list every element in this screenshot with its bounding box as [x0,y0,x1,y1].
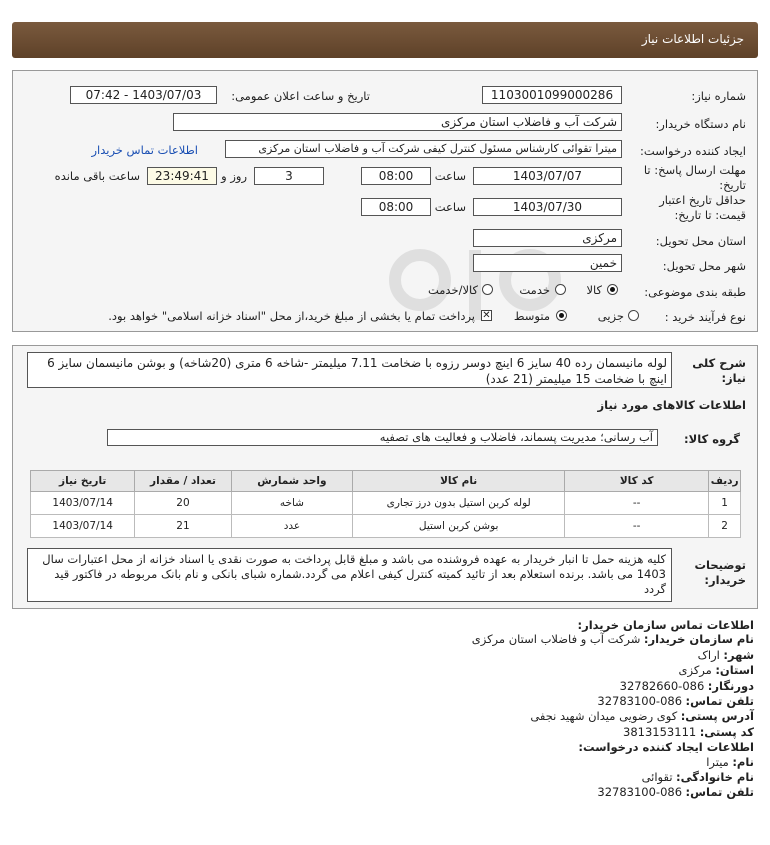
buyer-org-field[interactable]: شرکت آب و فاضلاب استان مرکزی [173,113,622,131]
creator-field[interactable]: میترا تقوائی کارشناس مسئول کنترل کیفی شرکت آب و فاضلاب استان مرکزی [225,140,622,158]
col-date-header: تاریخ نیاز [31,471,135,492]
goods-group-label: گروه کالا: [684,432,740,446]
category-goods-radio[interactable] [607,284,618,295]
col-unit-header: واحد شمارش [231,471,353,492]
col-qty-header: تعداد / مقدار [135,471,231,492]
process-medium-radio[interactable] [556,310,567,321]
cell-date: 1403/07/14 [31,515,135,538]
category-goods-label: کالا [586,283,602,297]
contact-line: استان: مرکزی [678,663,754,678]
goods-table-header [31,471,741,492]
deadline-time-field[interactable]: 08:00 [361,167,431,185]
announce-label: تاریخ و ساعت اعلان عمومی: [231,89,370,103]
deadline-label: مهلت ارسال پاسخ: تا تاریخ: [643,163,746,192]
contact-line: شهر: اراک [697,647,754,662]
notes-text: کلیه هزینه حمل تا انبار خریدار به عهده فروشنده می باشد و مبلغ قابل پرداخت به صورت نقدی یا اسناد خزانه از محل اعتبارات سال 1403 می باشد. برنده استعلام بعد از تائید کمیته کنترل کیفی اعلام می گردد.شماره شبای بانکی و نام بانک مربوطه در فاکتور قید گردد [27,548,672,602]
treasury-note: پرداخت تمام یا بخشی از مبلغ خرید،از محل "اسناد خزانه اسلامی" خواهد بود. [108,309,475,323]
city-field[interactable]: خمین [473,254,622,272]
contact-line: نام سازمان خریدار: شرکت آب و فاضلاب استان مرکزی [471,632,754,647]
table-row[interactable] [31,515,741,538]
cell-code: -- [565,492,709,515]
cell-name: بوشن کربن استیل [353,515,565,538]
deadline-date-field[interactable]: 1403/07/07 [473,167,622,185]
need-number-label: شماره نیاز: [691,89,746,103]
category-service-radio[interactable] [555,284,566,295]
need-number-field[interactable]: 1103001099000286 [482,86,622,104]
category-both-radio[interactable] [482,284,493,295]
summary-text: لوله مانیسمان رده 40 سایز 6 اینچ دوسر رزوه با ضخامت 7.11 میلیمتر -شاخه 6 متری (20شاخه) و بوشن مانیسمان سایز 6 اینچ با ضخامت 15 میلیمتر (21 عدد) [27,352,672,388]
table-row[interactable] [31,492,741,515]
col-code-header: کد کالا [565,471,709,492]
contact-line: آدرس پستی: کوی رضویی میدان شهید نجفی [530,709,754,724]
contact-line: نام: میترا [706,754,754,769]
category-service-label: خدمت [519,283,550,297]
contact-line: دورنگار: 086-32782660 [619,678,754,693]
contact-title: اطلاعات تماس سازمان خریدار: [577,618,754,632]
days-field[interactable]: 3 [254,167,324,185]
cell-qty: 20 [135,492,231,515]
validity-label: حداقل تاریخ اعتبار قیمت: تا تاریخ: [659,193,746,222]
contact-line: تلفن تماس: 086-32783100 [597,785,754,800]
category-both-label: کالا/خدمت [427,283,478,297]
goods-table [30,470,741,538]
validity-date-field[interactable]: 1403/07/30 [473,198,622,216]
buyer-org-label: نام دستگاه خریدار: [655,117,746,131]
validity-time-label: ساعت [434,200,466,214]
buyer-contact-link[interactable]: اطلاعات تماس خریدار [91,143,198,157]
cell-name: لوله کربن استیل بدون درز تجاری [353,492,565,515]
contact-info [14,618,754,801]
creator-label: ایجاد کننده درخواست: [640,144,746,158]
cell-row: 2 [709,515,741,538]
city-label: شهر محل تحویل: [662,259,746,273]
province-field[interactable]: مرکزی [473,229,622,247]
goods-section-title: اطلاعات کالاهای مورد نیاز [597,398,746,412]
contact-line: نام خانوادگی: تقوائی [641,770,754,785]
days-label: روز و [221,169,247,183]
cell-row: 1 [709,492,741,515]
remaining-label: ساعت باقی مانده [54,169,140,183]
province-label: استان محل تحویل: [655,234,746,248]
deadline-time-label: ساعت [434,169,466,183]
treasury-checkbox[interactable]: ✕ [482,310,491,321]
process-medium-label: متوسط [513,309,550,323]
process-small-radio[interactable] [628,310,639,321]
col-row-header: ردیف [709,471,741,492]
contact-line: کد پستی: 3813153111 [623,724,754,739]
creator-info-title: اطلاعات ایجاد کننده درخواست: [578,740,754,755]
process-small-label: جزیی [597,309,624,323]
cell-code: -- [565,515,709,538]
cell-date: 1403/07/14 [31,492,135,515]
col-name-header: نام کالا [353,471,565,492]
page-header [12,22,758,58]
goods-group-field[interactable]: آب رسانی؛ مدیریت پسماند، فاضلاب و فعالیت های تصفیه [107,429,658,446]
process-label: نوع فرآیند خرید : [664,310,746,324]
summary-label: شرح کلی نیاز: [692,356,746,385]
validity-time-field[interactable]: 08:00 [361,198,431,216]
announce-field[interactable]: 1403/07/03 - 07:42 [70,86,217,104]
contact-line: تلفن تماس: 086-32783100 [597,694,754,709]
page-title: جزئیات اطلاعات نیاز [641,32,744,46]
notes-label: توضیحات خریدار: [694,558,746,587]
cell-qty: 21 [135,515,231,538]
remaining-time-field: 23:49:41 [147,167,217,185]
category-label: طبقه بندی موضوعی: [644,285,746,299]
cell-unit: عدد [231,515,353,538]
cell-unit: شاخه [231,492,353,515]
